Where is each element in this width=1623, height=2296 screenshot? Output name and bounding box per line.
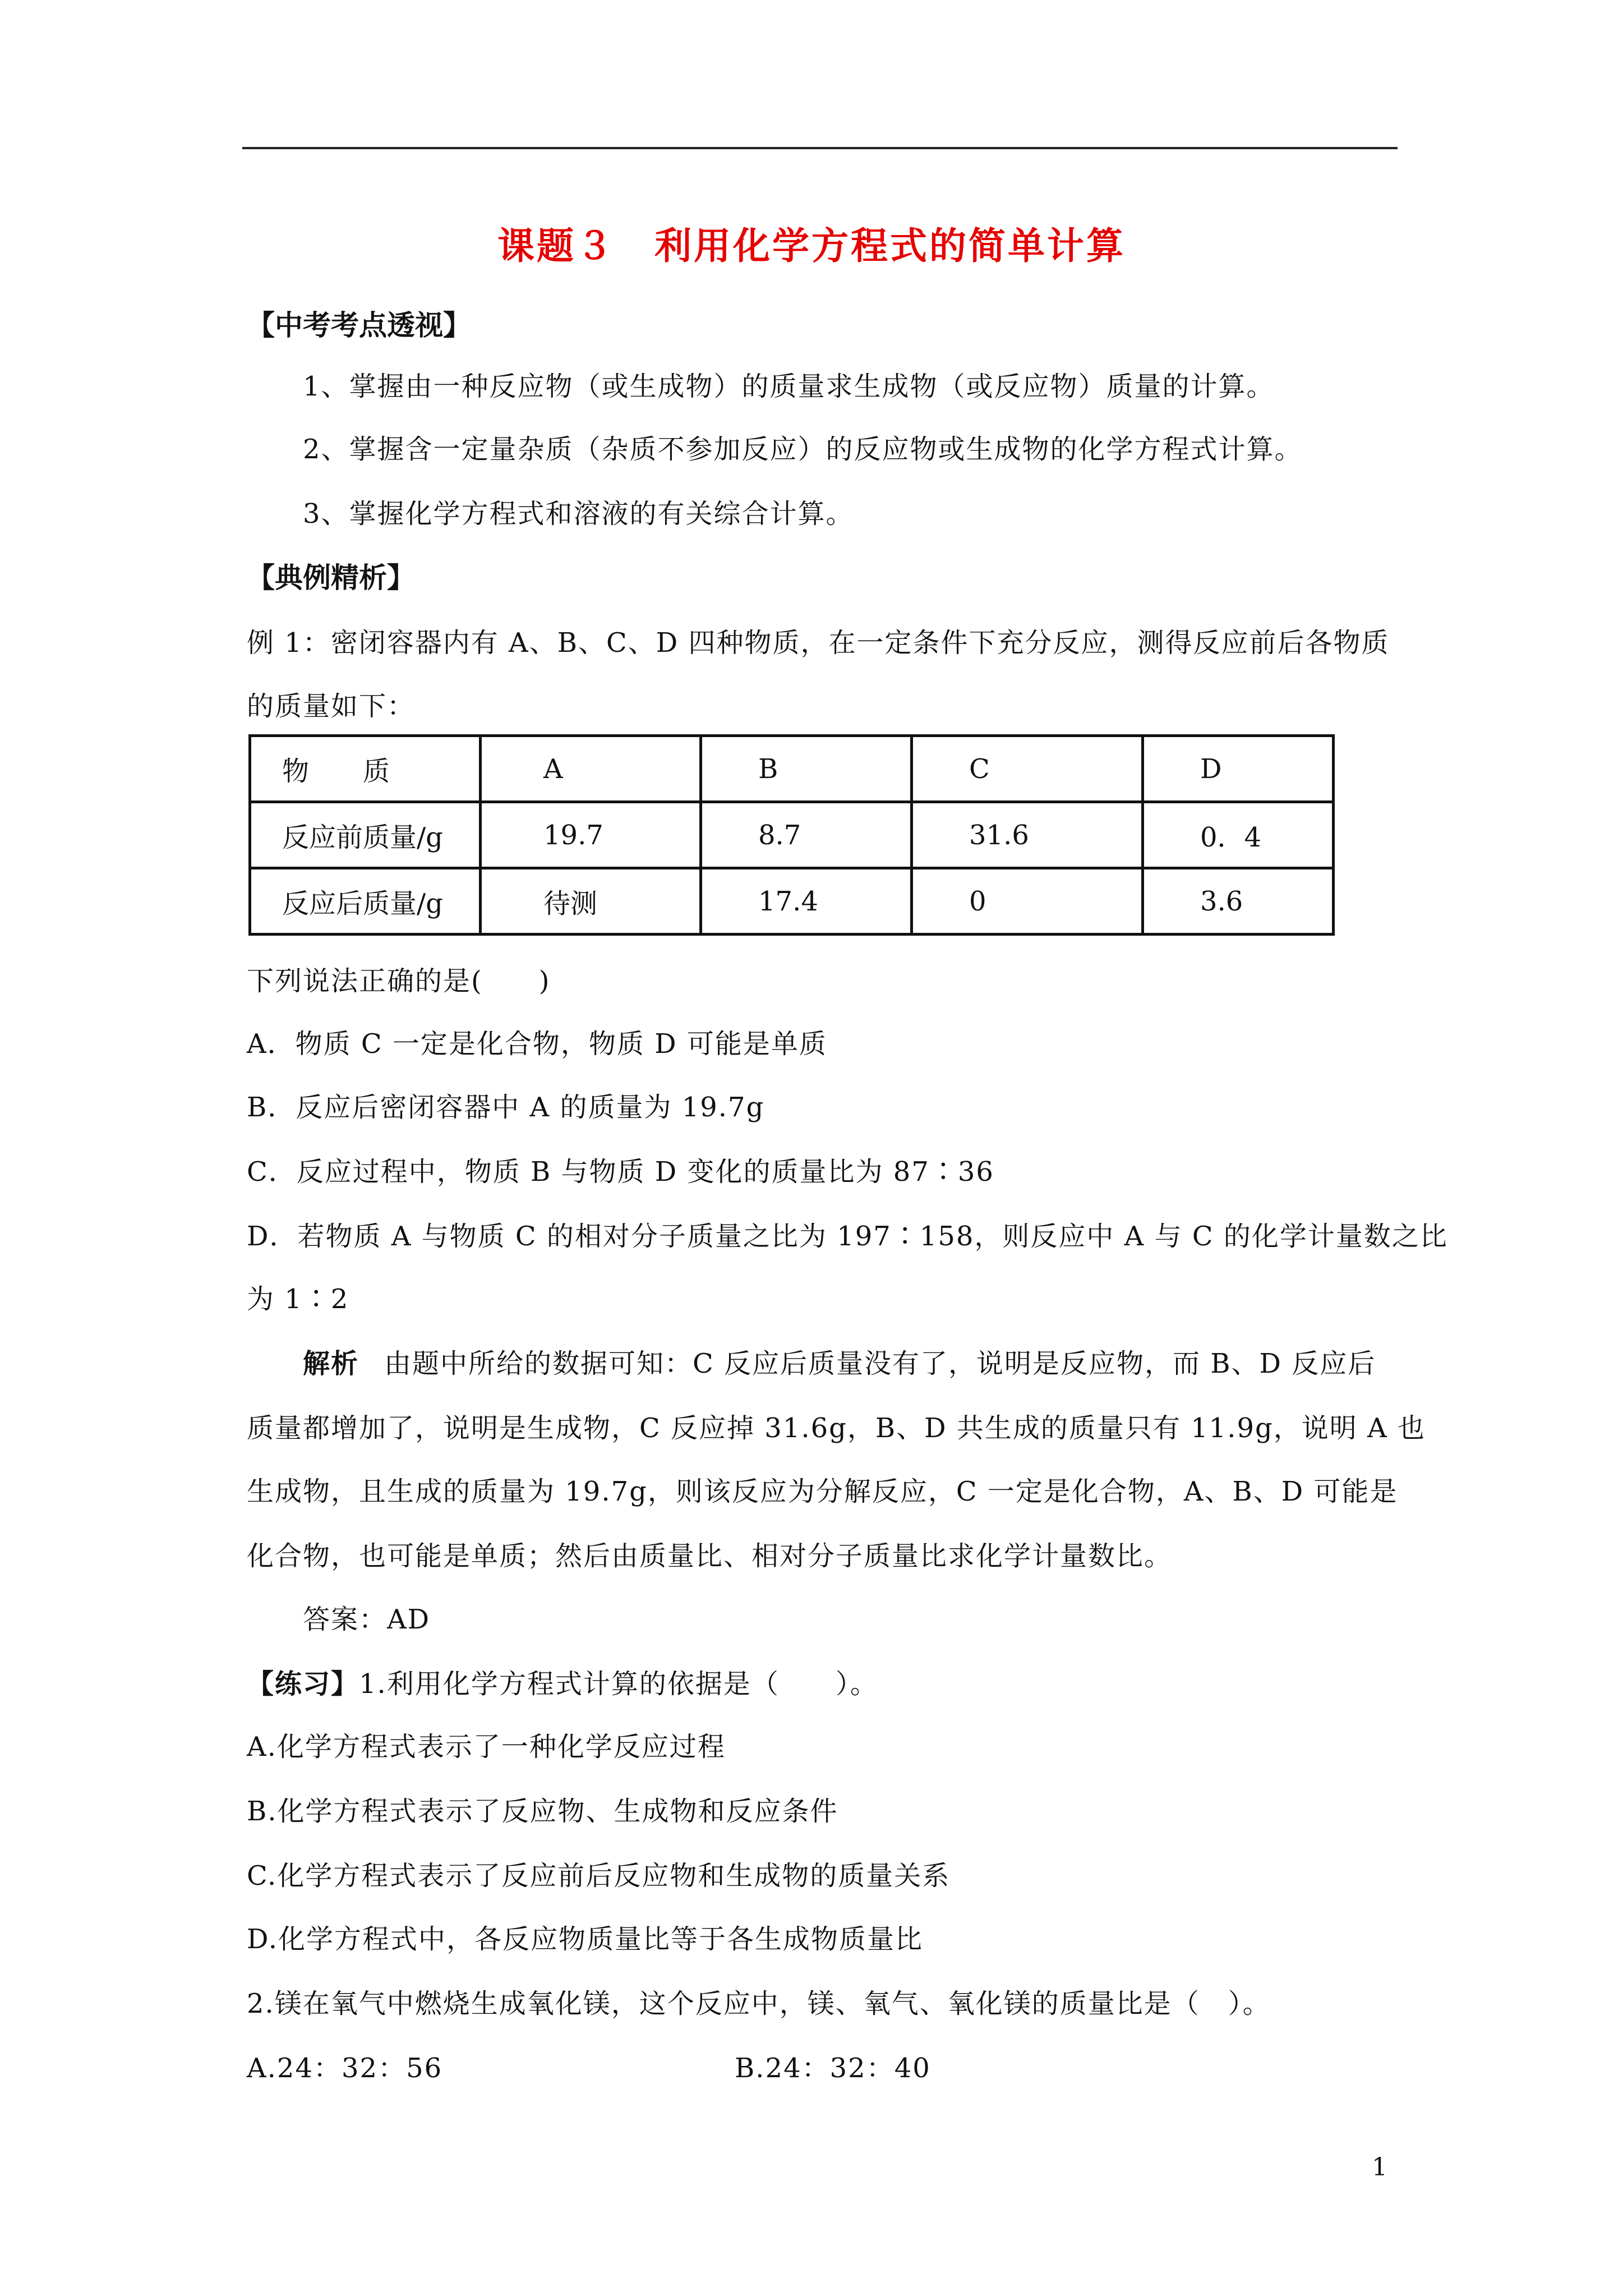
table-cell: 3.6 (1143, 868, 1334, 935)
table-cell: 反应后质量/g (250, 868, 481, 935)
table-cell: 19.7 (481, 802, 701, 868)
question-prompt: 下列说法正确的是( ) (247, 965, 551, 997)
table-cell: 反应前质量/g (250, 802, 481, 868)
table-row (250, 868, 1334, 935)
header-rule (242, 147, 1398, 149)
q2-option-b: B.24：32：40 (735, 2053, 931, 2084)
q1-option-d: D.化学方程式中，各反应物质量比等于各生成物质量比 (247, 1924, 924, 1955)
option-c: C．反应过程中，物质 B 与物质 D 变化的质量比为 87∶36 (247, 1156, 994, 1188)
table-cell: 31.6 (912, 802, 1143, 868)
analysis-text: 由题中所给的数据可知：C 反应后质量没有了，说明是反应物，而 B、D 反应后 (384, 1348, 1376, 1379)
analysis-line-4: 化合物，也可能是单质；然后由质量比、相对分子质量比求化学计量数比。 (247, 1540, 1173, 1572)
analysis-line-2: 质量都增加了，说明是生成物，C 反应掉 31.6g，B、D 共生成的质量只有 11.9g，说明 A 也 (247, 1412, 1426, 1444)
table-header-row (250, 736, 1334, 802)
q2-option-a: A.24：32：56 (247, 2053, 443, 2084)
table-row (250, 802, 1334, 868)
q1-option-c: C.化学方程式表示了反应前后反应物和生成物的质量关系 (247, 1860, 951, 1892)
table-cell: 待测 (481, 868, 701, 935)
table-cell: 物 质 (250, 736, 481, 802)
practice-q1: 1.利用化学方程式计算的依据是（ ）。 (359, 1668, 878, 1700)
table-cell: B (701, 736, 912, 802)
option-a: A．物质 C 一定是化合物，物质 D 可能是单质 (247, 1028, 827, 1060)
answer-line: 答案：AD (303, 1604, 431, 1635)
example-1-line-1: 例 1：密闭容器内有 A、B、C、D 四种物质，在一定条件下充分反应，测得反应前后各物质 (247, 627, 1390, 659)
table-cell: 0．4 (1143, 802, 1334, 868)
practice-q1-line (247, 1662, 878, 1701)
q1-option-a: A.化学方程式表示了一种化学反应过程 (247, 1731, 726, 1763)
analysis-line-1 (303, 1342, 1376, 1381)
table-cell: 17.4 (701, 868, 912, 935)
table-cell: A (481, 736, 701, 802)
exam-point-2: 2、掌握含一定量杂质（杂质不参加反应）的反应物或生成物的化学方程式计算。 (303, 434, 1303, 465)
example-1-line-2: 的质量如下： (247, 691, 416, 722)
q1-option-b: B.化学方程式表示了反应物、生成物和反应条件 (247, 1796, 838, 1827)
practice-q2: 2.镁在氧气中燃烧生成氧化镁，这个反应中，镁、氧气、氧化镁的质量比是（ ）。 (247, 1988, 1271, 2019)
table-cell: 0 (912, 868, 1143, 935)
table-cell: D (1143, 736, 1334, 802)
section-heading-exam-points: 【中考考点透视】 (247, 309, 471, 342)
document-title: 课题３ 利用化学方程式的简单计算 (497, 224, 1126, 268)
analysis-line-3: 生成物，且生成的质量为 19.7g，则该反应为分解反应，C 一定是化合物，A、B、D 可能是 (247, 1476, 1398, 1507)
mass-table (248, 734, 1335, 936)
option-d-continued: 为 1∶2 (247, 1283, 349, 1315)
table-cell: C (912, 736, 1143, 802)
exam-point-3: 3、掌握化学方程式和溶液的有关综合计算。 (303, 498, 854, 530)
option-b: B．反应后密闭容器中 A 的质量为 19.7g (247, 1092, 765, 1123)
section-heading-examples: 【典例精析】 (247, 562, 415, 594)
practice-heading: 【练习】 (247, 1668, 359, 1700)
analysis-label: 解析 (303, 1348, 359, 1379)
table-cell: 8.7 (701, 802, 912, 868)
option-d: D．若物质 A 与物质 C 的相对分子质量之比为 197∶158，则反应中 A 与 C 的化学计量数之比 (247, 1221, 1448, 1252)
exam-point-1: 1、掌握由一种反应物（或生成物）的质量求生成物（或反应物）质量的计算。 (303, 371, 1275, 402)
page-number: 1 (1372, 2153, 1387, 2182)
